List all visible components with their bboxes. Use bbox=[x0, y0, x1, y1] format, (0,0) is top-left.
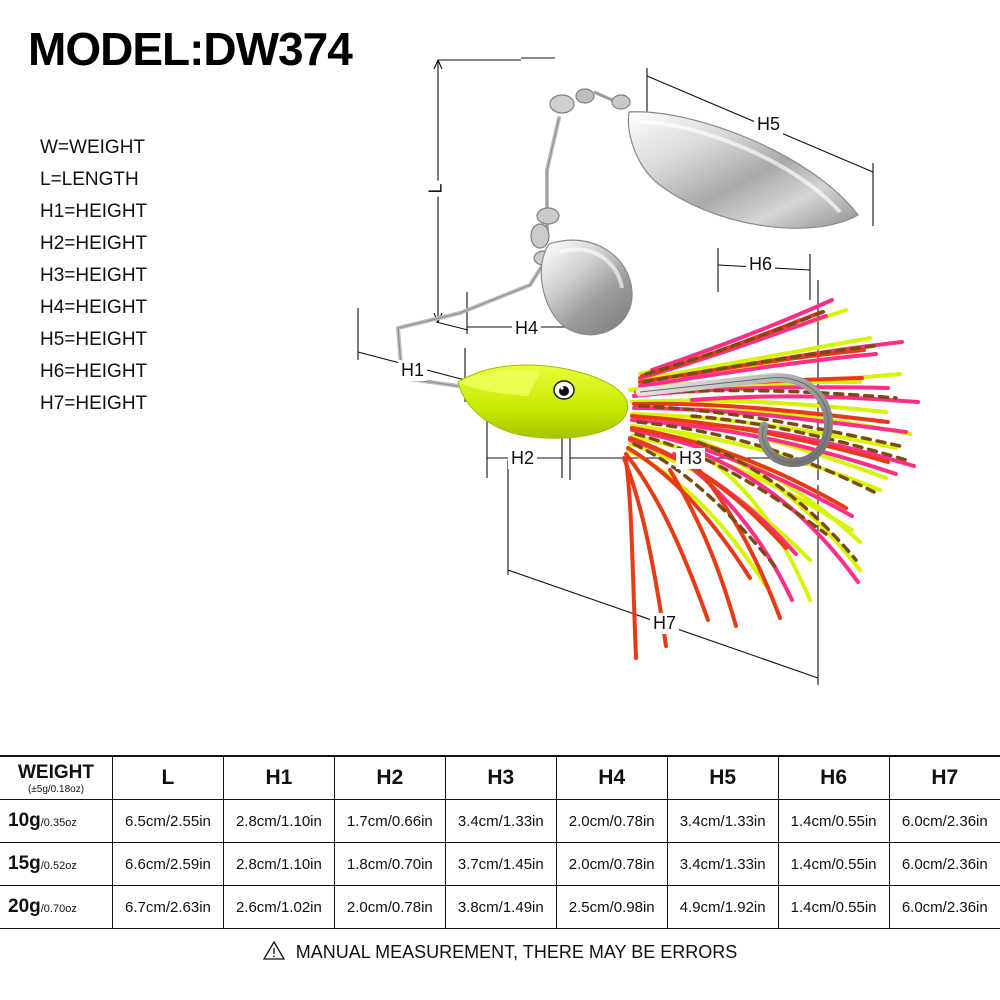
cell-L: 6.5cm/2.55in bbox=[113, 800, 224, 843]
table-header-row bbox=[0, 756, 1000, 800]
weight-tolerance: (±5g/0.18oz) bbox=[27, 783, 85, 795]
legend-item: H5=HEIGHT bbox=[40, 329, 148, 350]
footnote bbox=[0, 940, 1000, 965]
cell-H4: 2.5cm/0.98in bbox=[556, 886, 667, 929]
spec-table-wrap bbox=[0, 755, 1000, 929]
table-row bbox=[0, 886, 1000, 929]
cell-H7: 6.0cm/2.36in bbox=[889, 886, 1000, 929]
cell-H6: 1.4cm/0.55in bbox=[778, 800, 889, 843]
page-title: MODEL:DW374 bbox=[28, 23, 352, 75]
cell-H2: 1.7cm/0.66in bbox=[334, 800, 445, 843]
cell-H4: 2.0cm/0.78in bbox=[556, 843, 667, 886]
warning-icon bbox=[263, 940, 285, 965]
column-header-H1: H1 bbox=[223, 756, 334, 800]
row-weight: 10g/0.35oz bbox=[0, 800, 113, 843]
cell-H7: 6.0cm/2.36in bbox=[889, 843, 1000, 886]
cell-L: 6.6cm/2.59in bbox=[113, 843, 224, 886]
cell-H1: 2.8cm/1.10in bbox=[223, 843, 334, 886]
cell-H1: 2.8cm/1.10in bbox=[223, 800, 334, 843]
cell-H6: 1.4cm/0.55in bbox=[778, 843, 889, 886]
legend-item: W=WEIGHT bbox=[40, 137, 146, 158]
legend bbox=[40, 132, 147, 420]
table-row bbox=[0, 800, 1000, 843]
column-header-L: L bbox=[113, 756, 224, 800]
dimension-label-H6: H6 bbox=[746, 254, 775, 275]
dimension-label-H7: H7 bbox=[650, 613, 679, 634]
swivel bbox=[550, 89, 630, 113]
cell-H2: 1.8cm/0.70in bbox=[334, 843, 445, 886]
cell-H4: 2.0cm/0.78in bbox=[556, 800, 667, 843]
legend-item: H3=HEIGHT bbox=[40, 265, 148, 286]
column-header-H5: H5 bbox=[667, 756, 778, 800]
dimension-label-H1: H1 bbox=[398, 360, 427, 381]
spec-table bbox=[0, 755, 1000, 929]
dimension-label-H5: H5 bbox=[754, 114, 783, 135]
legend-item: L=LENGTH bbox=[40, 169, 139, 190]
willow-blade-large bbox=[628, 112, 858, 228]
column-header-H6: H6 bbox=[778, 756, 889, 800]
column-header-H4: H4 bbox=[556, 756, 667, 800]
cell-H3: 3.8cm/1.49in bbox=[445, 886, 556, 929]
column-header-H7: H7 bbox=[889, 756, 1000, 800]
cell-H5: 4.9cm/1.92in bbox=[667, 886, 778, 929]
column-header-H3: H3 bbox=[445, 756, 556, 800]
legend-item: H2=HEIGHT bbox=[40, 233, 148, 254]
legend-item: H7=HEIGHT bbox=[40, 393, 148, 414]
cell-H3: 3.4cm/1.33in bbox=[445, 800, 556, 843]
cell-H5: 3.4cm/1.33in bbox=[667, 800, 778, 843]
cell-H7: 6.0cm/2.36in bbox=[889, 800, 1000, 843]
legend-item: H6=HEIGHT bbox=[40, 361, 148, 382]
product-diagram bbox=[340, 30, 1000, 720]
row-weight: 20g/0.70oz bbox=[0, 886, 113, 929]
footnote-text: MANUAL MEASUREMENT, THERE MAY BE ERRORS bbox=[295, 942, 738, 962]
cell-L: 6.7cm/2.63in bbox=[113, 886, 224, 929]
legend-item: H4=HEIGHT bbox=[40, 297, 148, 318]
table-row bbox=[0, 843, 1000, 886]
dimension-label-H2: H2 bbox=[508, 448, 537, 469]
spinnerbait-wire bbox=[398, 118, 559, 386]
lure-skirt bbox=[624, 300, 918, 658]
cell-H5: 3.4cm/1.33in bbox=[667, 843, 778, 886]
lure-head bbox=[458, 365, 628, 438]
colorado-blade-small bbox=[541, 240, 632, 335]
dimension-label-H4: H4 bbox=[512, 318, 541, 339]
cell-H3: 3.7cm/1.45in bbox=[445, 843, 556, 886]
dimension-label-L: L bbox=[426, 180, 447, 196]
row-weight: 15g/0.52oz bbox=[0, 843, 113, 886]
cell-H2: 2.0cm/0.78in bbox=[334, 886, 445, 929]
cell-H1: 2.6cm/1.02in bbox=[223, 886, 334, 929]
dimension-lines bbox=[358, 58, 873, 685]
cell-H6: 1.4cm/0.55in bbox=[778, 886, 889, 929]
dimension-label-H3: H3 bbox=[676, 448, 705, 469]
legend-item: H1=HEIGHT bbox=[40, 201, 148, 222]
column-header-weight: WEIGHT (±5g/0.18oz) bbox=[0, 756, 113, 800]
column-header-H2: H2 bbox=[334, 756, 445, 800]
